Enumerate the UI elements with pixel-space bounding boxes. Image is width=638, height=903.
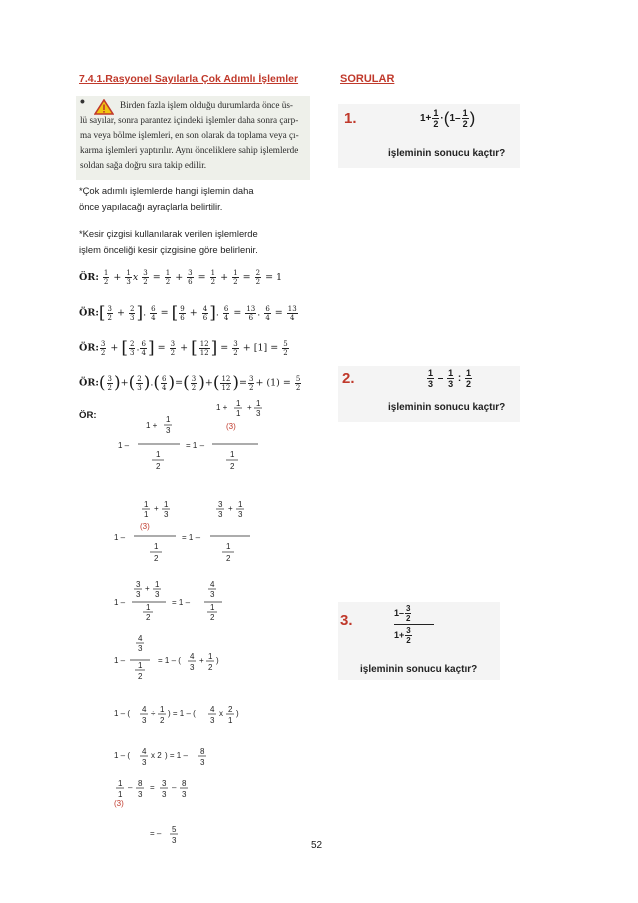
example-1: ÖR: $\frac{1}{2}$ + $\frac{1}{3}$ x $\frac{3}{2}$ = $\frac{1}{2}$ + $\frac{3}{6}$ = $\frac{1}{2}$ + $\frac{1}{2}$ = $\frac{2}{2}$ = 1 [79,269,283,286]
svg-text:1: 1 [118,779,123,788]
svg-text:3: 3 [182,790,187,799]
section-heading: 7.4.1.Rasyonel Sayılarla Çok Adımlı İşlemler [79,73,299,85]
question-2-box [338,366,520,422]
svg-text:1 –: 1 – [114,656,126,665]
svg-text:2: 2 [230,462,235,471]
svg-text:2: 2 [146,613,151,622]
question-number: 3. [340,612,353,629]
svg-text:3: 3 [136,580,141,589]
svg-text:1: 1 [138,661,143,670]
svg-text:2: 2 [208,663,213,672]
svg-text:4: 4 [142,747,147,756]
svg-text:8: 8 [138,779,143,788]
svg-text:4: 4 [210,580,215,589]
svg-text:÷: ÷ [151,709,156,718]
svg-text:3: 3 [138,790,143,799]
solution-step [114,779,188,808]
svg-text:1: 1 [236,409,241,418]
svg-text:1 +: 1 + [216,403,228,412]
rule-line: ma veya bölme işlemleri, en son olarak da toplama veya çı- [80,130,299,140]
svg-text:3: 3 [218,510,223,519]
svg-text:1: 1 [256,400,261,408]
example-3: ÖR: $\frac{3}{2}$ + [ $\frac{2}{3}$ . $\frac{6}{4}$ ] = $\frac{3}{2}$ + [ $\frac{12}{12}$ ] = $\frac{3}{2}$ + [1] = $\frac{5}{2}$ [79,338,288,358]
question-1-box [338,104,520,168]
solution-step [114,580,222,622]
svg-text:3: 3 [190,663,195,672]
svg-text:1 +: 1 + [146,421,158,430]
svg-text:): ) [216,656,219,665]
svg-text:) = 1 – (: ) = 1 – ( [168,709,196,718]
worked-solution-image [110,400,310,850]
svg-text:8: 8 [182,779,187,788]
svg-text:1: 1 [230,450,235,459]
question-number: 1. [344,110,357,127]
question-text: işleminin sonucu kaçtır? [360,664,478,675]
svg-text:+: + [154,504,159,513]
svg-text:3: 3 [200,758,205,767]
paragraph-line: işlem önceliği kesir çizgisine göre belirlenir. [79,244,258,255]
svg-text:1 –: 1 – [118,441,130,450]
svg-text:(3): (3) [114,799,124,808]
svg-text:3: 3 [238,510,243,519]
svg-text:2: 2 [154,554,159,563]
svg-text:= 1 –: = 1 – [186,441,205,450]
svg-text:1 – (: 1 – ( [114,751,131,760]
svg-text:3: 3 [172,836,177,845]
paragraph [79,226,258,258]
example-label: ÖR: [79,272,99,283]
svg-text:4: 4 [210,705,215,714]
svg-text:1: 1 [156,450,161,459]
paragraph-line: önce yapılacağı ayraçlarla belirtilir. [79,201,223,212]
svg-text:8: 8 [200,747,205,756]
paragraph-line: *Çok adımlı işlemlerde hangi işlemin daha [79,185,254,196]
solution-step [114,500,250,563]
svg-text:3: 3 [162,779,167,788]
solution-step [114,705,239,725]
paragraph-line: *Kesir çizgisi kullanılarak verilen işlemlerde [79,228,258,239]
svg-text:1: 1 [144,500,149,509]
svg-text:1: 1 [228,716,233,725]
svg-text:): ) [236,709,239,718]
svg-text:3: 3 [142,758,147,767]
svg-text:3: 3 [210,590,215,599]
example-label: ÖR: [79,307,99,319]
svg-text:+: + [247,403,252,412]
svg-text:1: 1 [155,580,160,589]
svg-text:2: 2 [210,613,215,622]
svg-text:5: 5 [172,825,177,834]
svg-text:= 1 –: = 1 – [182,533,201,542]
solution-step [150,825,178,845]
svg-text:3: 3 [142,716,147,725]
svg-text:1 –: 1 – [114,533,126,542]
svg-text:3: 3 [136,590,141,599]
svg-text:1: 1 [146,603,151,612]
svg-text:= 1 – (: = 1 – ( [158,656,181,665]
svg-text:–: – [172,783,177,792]
svg-text:1 – (: 1 – ( [114,709,131,718]
svg-text:4: 4 [138,634,143,643]
svg-text:3: 3 [218,500,223,509]
svg-text:1: 1 [208,652,213,661]
svg-text:1: 1 [238,500,243,509]
question-2-expression: $\frac{1}{3}$ – $\frac{1}{3}$ : $\frac{1}{2}$ [428,368,472,389]
svg-text:= 1 –: = 1 – [172,598,191,607]
question-number: 2. [342,370,355,387]
svg-text:3: 3 [164,510,169,519]
svg-text:1: 1 [164,500,169,509]
svg-text:3: 3 [138,644,143,653]
solution-step [114,634,219,681]
rule-line: Birden fazla işlem olduğu durumlarda önce üs- [120,100,293,110]
warning-icon [94,99,114,115]
svg-text:3: 3 [210,716,215,725]
question-text: işleminin sonucu kaçtır? [388,402,506,413]
svg-text:3: 3 [256,409,261,418]
svg-text:+: + [199,656,204,665]
questions-heading: SORULAR [340,73,395,85]
svg-text:2: 2 [156,462,161,471]
svg-text:) = 1 –: ) = 1 – [165,751,188,760]
svg-text:=: = [150,783,155,792]
svg-text:1: 1 [226,542,231,551]
svg-text:4: 4 [142,705,147,714]
solution-step [114,747,206,767]
page-number: 52 [311,840,323,851]
svg-text:3: 3 [155,590,160,599]
example-label: ÖR: [79,342,99,354]
svg-text:1: 1 [154,542,159,551]
svg-text:1 –: 1 – [114,598,126,607]
rule-box: • Birden fazla işlem olduğu durumlarda önce üs- lü sayılar, sonra parantez içindeki işlemler daha sonra çarp- ma veya bölme işlemleri, en son olarak da toplama veya çı- karma işlemleri yaptırılır. Aynı önceliklere sahip işlemlerde soldan sağa doğru sıra takip edilir. [76,96,310,180]
svg-text:x: x [219,709,223,718]
question-3-box [338,602,500,680]
svg-text:1: 1 [118,790,123,799]
question-text: işleminin sonucu kaçtır? [388,148,506,159]
svg-text:x 2: x 2 [151,751,162,760]
svg-text:= –: = – [150,829,162,838]
rule-line: karma işlemleri yaptırılır. Aynı önceliklere sahip işlemlerde [80,145,299,155]
svg-text:1: 1 [144,510,149,519]
svg-text:+: + [228,504,233,513]
svg-text:1: 1 [160,705,165,714]
example-5-label: ÖR: [79,410,97,421]
rule-line: lü sayılar, sonra parantez içindeki işlemler daha sonra çarp- [80,115,299,125]
svg-text:2: 2 [226,554,231,563]
svg-text:3: 3 [166,426,171,435]
rule-line: soldan sağa doğru sıra takip edilir. [80,160,207,170]
svg-text:1: 1 [236,400,241,408]
svg-text:(3): (3) [226,422,236,431]
svg-text:1: 1 [166,415,171,424]
solution-step [118,400,262,471]
svg-text:2: 2 [160,716,165,725]
svg-text:2: 2 [138,672,143,681]
svg-text:(3): (3) [140,522,150,531]
svg-text:2: 2 [228,705,233,714]
question-3-expression: 1– $\frac{3}{2}$ 1+ $\frac{3}{2}$ [394,604,434,645]
svg-text:+: + [145,584,150,593]
svg-text:1: 1 [210,603,215,612]
paragraph [79,183,254,215]
example-label: ÖR: [79,377,99,389]
example-2: ÖR:[ $\frac{3}{2}$ + $\frac{2}{3}$ ]. $\frac{6}{4}$ = [ $\frac{9}{6}$ + $\frac{4}{6}$ ]. $\frac{6}{4}$ = $\frac{13}{6}$ . $\frac{6}{4}$ = $\frac{13}{4}$ [79,303,297,323]
svg-text:3: 3 [162,790,167,799]
svg-text:–: – [128,783,133,792]
question-1-expression: 1+ $\frac{1}{2}$ ·(1– $\frac{1}{2}$ ) [420,108,476,129]
example-4: ÖR:( $\frac{3}{2}$ )+( $\frac{2}{3}$ ).( $\frac{6}{4}$ )=( $\frac{3}{2}$ )+( $\frac{12}{12}$ )= $\frac{3}{2}$ + (1) = $\frac{5}{2}$ [79,373,301,393]
svg-text:4: 4 [190,652,195,661]
